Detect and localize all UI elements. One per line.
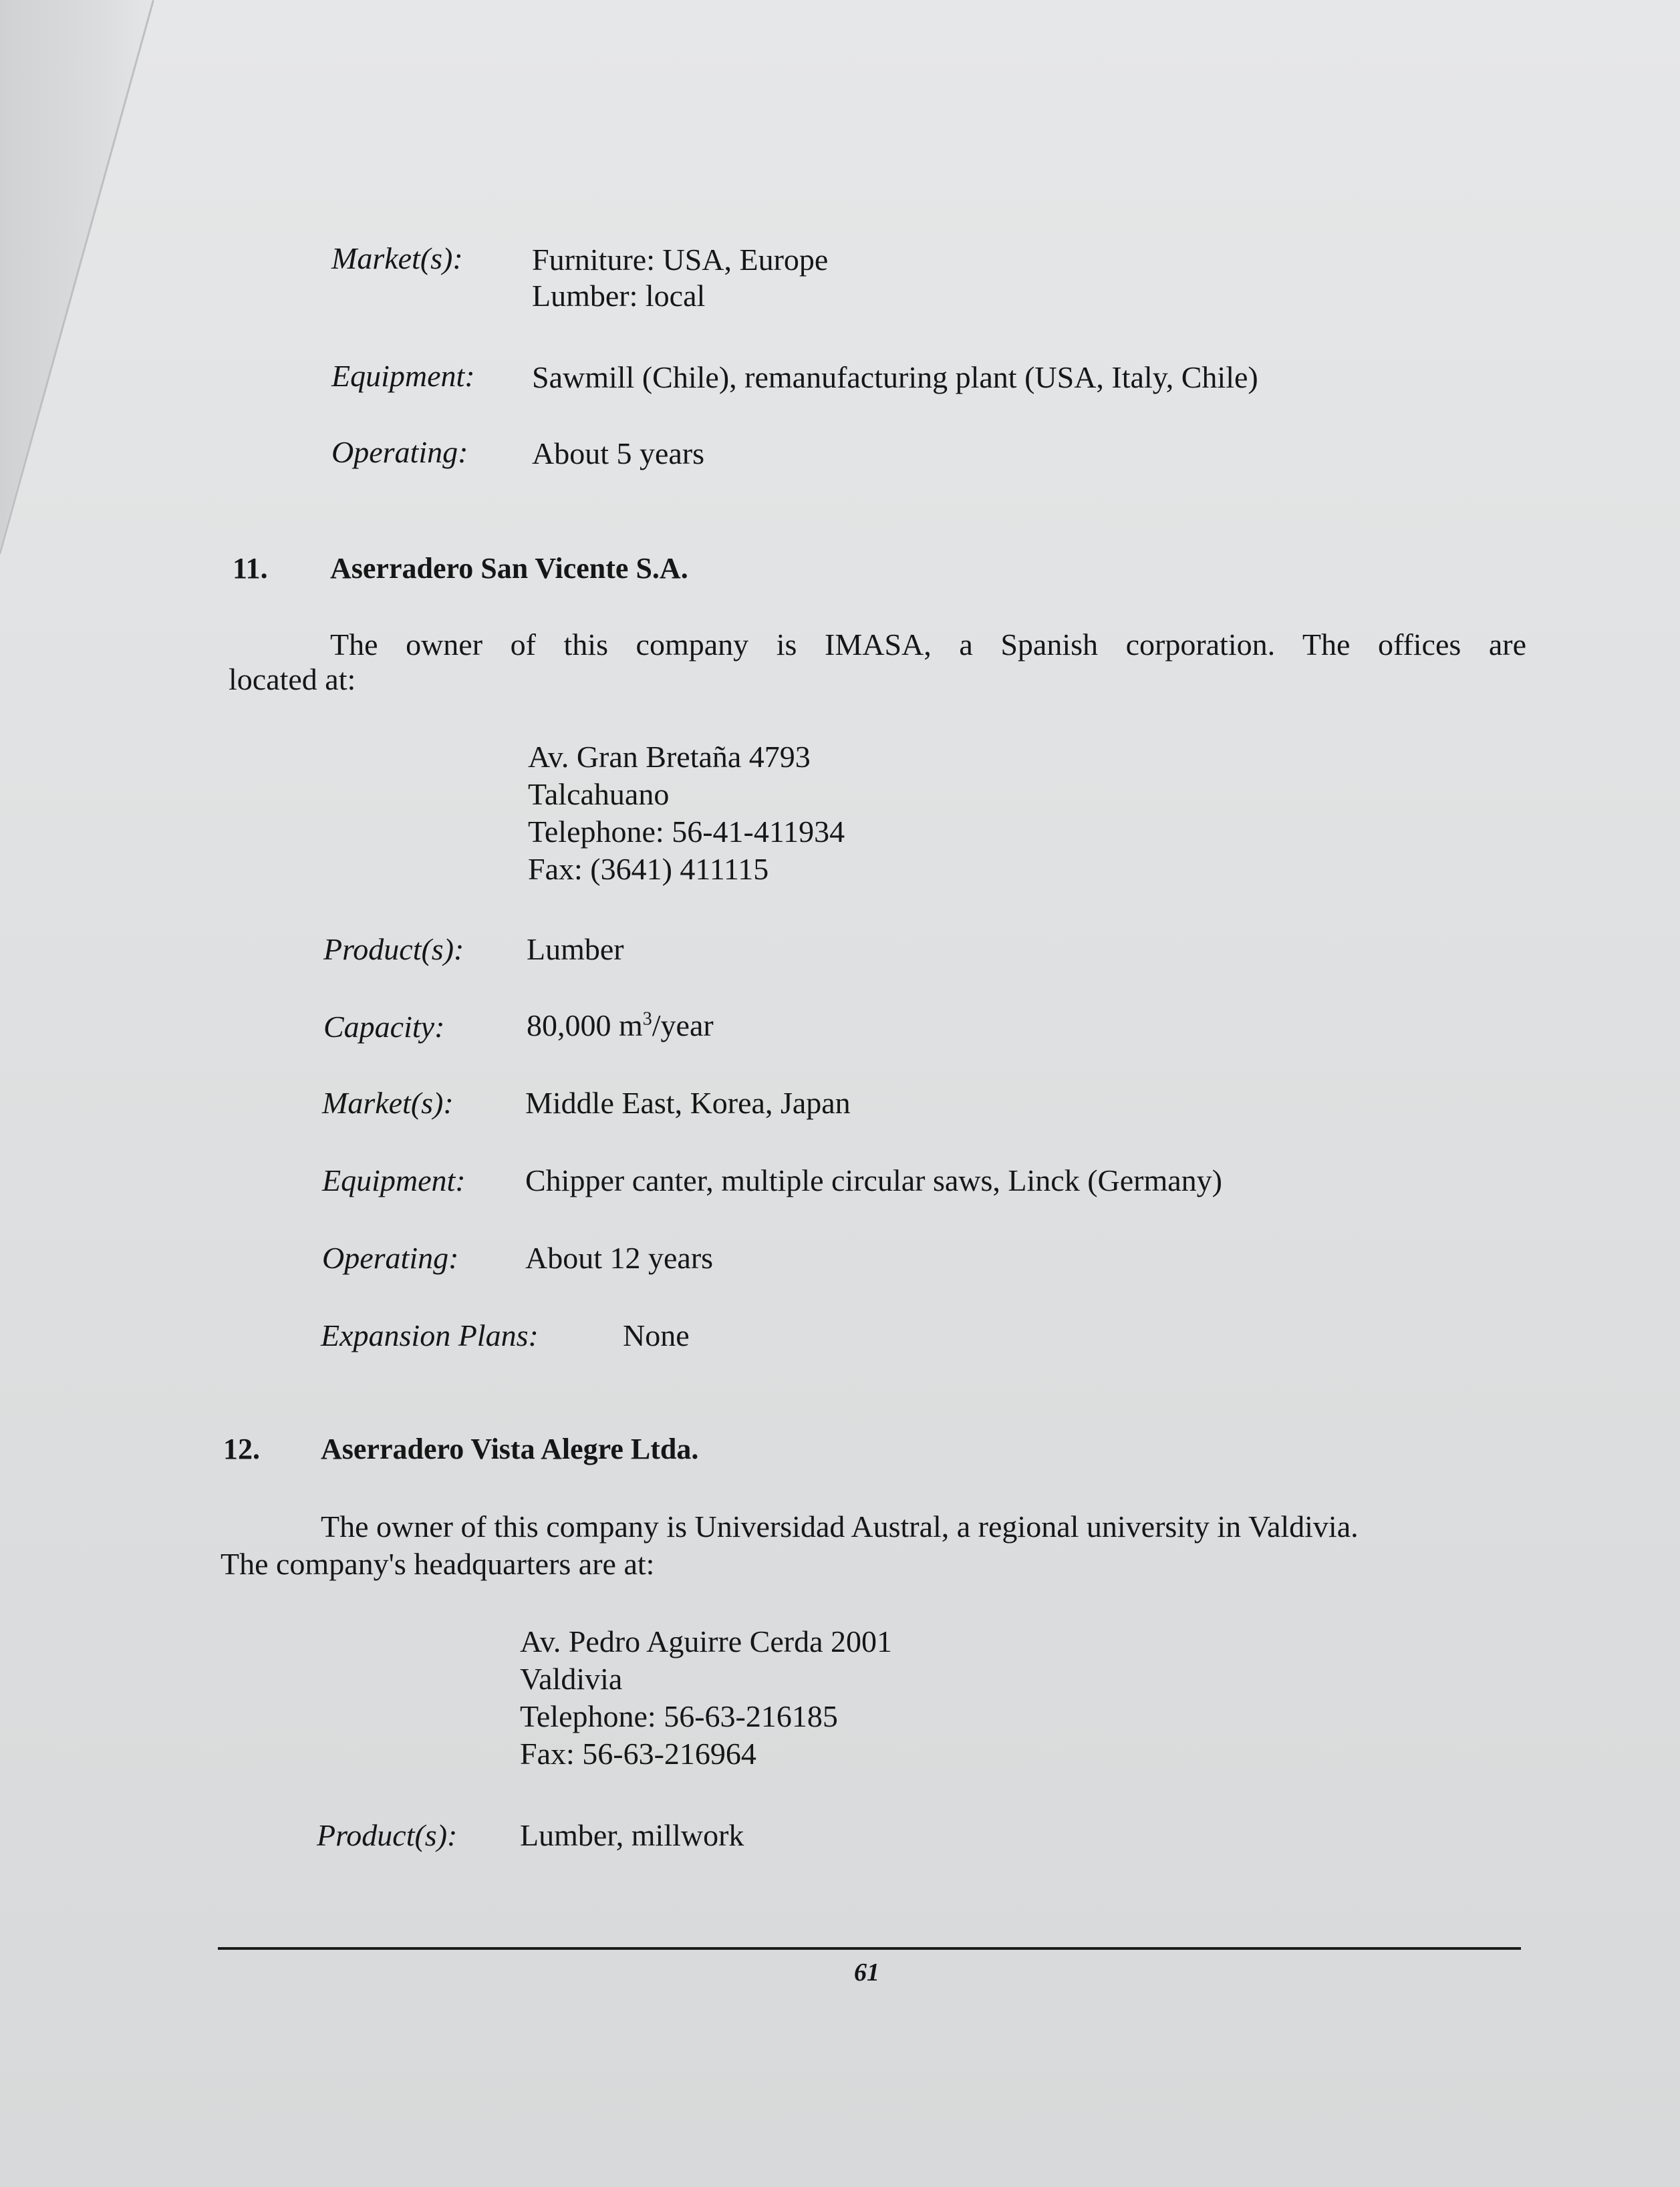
product-value: Lumber — [527, 932, 624, 966]
address-fax: Fax: 56-63-216964 — [520, 1737, 756, 1771]
operating-label: Operating: — [322, 1241, 459, 1275]
address-city: Valdivia — [520, 1662, 623, 1696]
capacity-value — [527, 1008, 714, 1044]
owner-paragraph-line1: The owner of this company is Universidad Austral, a regional university in Valdivia. — [321, 1509, 1359, 1544]
product-label: Product(s): — [317, 1818, 458, 1852]
footer-rule — [218, 1947, 1521, 1950]
entry-number: 11. — [233, 552, 268, 585]
operating-label: Operating: — [331, 435, 468, 469]
capacity-label: Capacity: — [323, 1010, 445, 1044]
equipment-label: Equipment: — [322, 1163, 466, 1197]
page-number: 61 — [854, 1958, 879, 1987]
company-name: Aserradero San Vicente S.A. — [330, 552, 688, 585]
address-city: Talcahuano — [528, 777, 670, 811]
market-value-furniture: Furniture: USA, Europe — [532, 243, 829, 277]
address-telephone: Telephone: 56-63-216185 — [520, 1699, 838, 1733]
market-label: Market(s): — [331, 241, 463, 275]
owner-paragraph-line1: The owner of this company is IMASA, a Spanish corporation. The offices are — [330, 627, 1526, 662]
operating-value: About 5 years — [532, 436, 705, 470]
market-value: Middle East, Korea, Japan — [525, 1086, 851, 1120]
equipment-value: Chipper canter, multiple circular saws, Linck (Germany) — [525, 1163, 1222, 1197]
capacity-unit: /year — [652, 1008, 714, 1042]
address-fax: Fax: (3641) 411115 — [528, 852, 769, 886]
entry-number: 12. — [223, 1433, 260, 1465]
address-street: Av. Pedro Aguirre Cerda 2001 — [520, 1624, 892, 1658]
equipment-value: Sawmill (Chile), remanufacturing plant (USA, Italy, Chile) — [532, 360, 1258, 394]
address-telephone: Telephone: 56-41-411934 — [528, 815, 845, 849]
owner-paragraph-line2: located at: — [229, 662, 356, 696]
owner-paragraph-line2: The company's headquarters are at: — [221, 1547, 655, 1581]
product-label: Product(s): — [323, 932, 464, 966]
page-fold-shadow — [0, 0, 160, 2187]
product-value: Lumber, millwork — [520, 1818, 744, 1852]
operating-value: About 12 years — [525, 1241, 714, 1275]
address-street: Av. Gran Bretaña 4793 — [528, 740, 811, 774]
expansion-label: Expansion Plans: — [321, 1318, 539, 1352]
company-name: Aserradero Vista Alegre Ltda. — [321, 1433, 699, 1465]
market-label: Market(s): — [322, 1086, 454, 1120]
equipment-label: Equipment: — [331, 359, 475, 393]
capacity-superscript: 3 — [642, 1008, 652, 1030]
market-value-lumber: Lumber: local — [532, 279, 706, 313]
capacity-amount: 80,000 m — [527, 1008, 643, 1042]
expansion-value: None — [623, 1318, 690, 1352]
